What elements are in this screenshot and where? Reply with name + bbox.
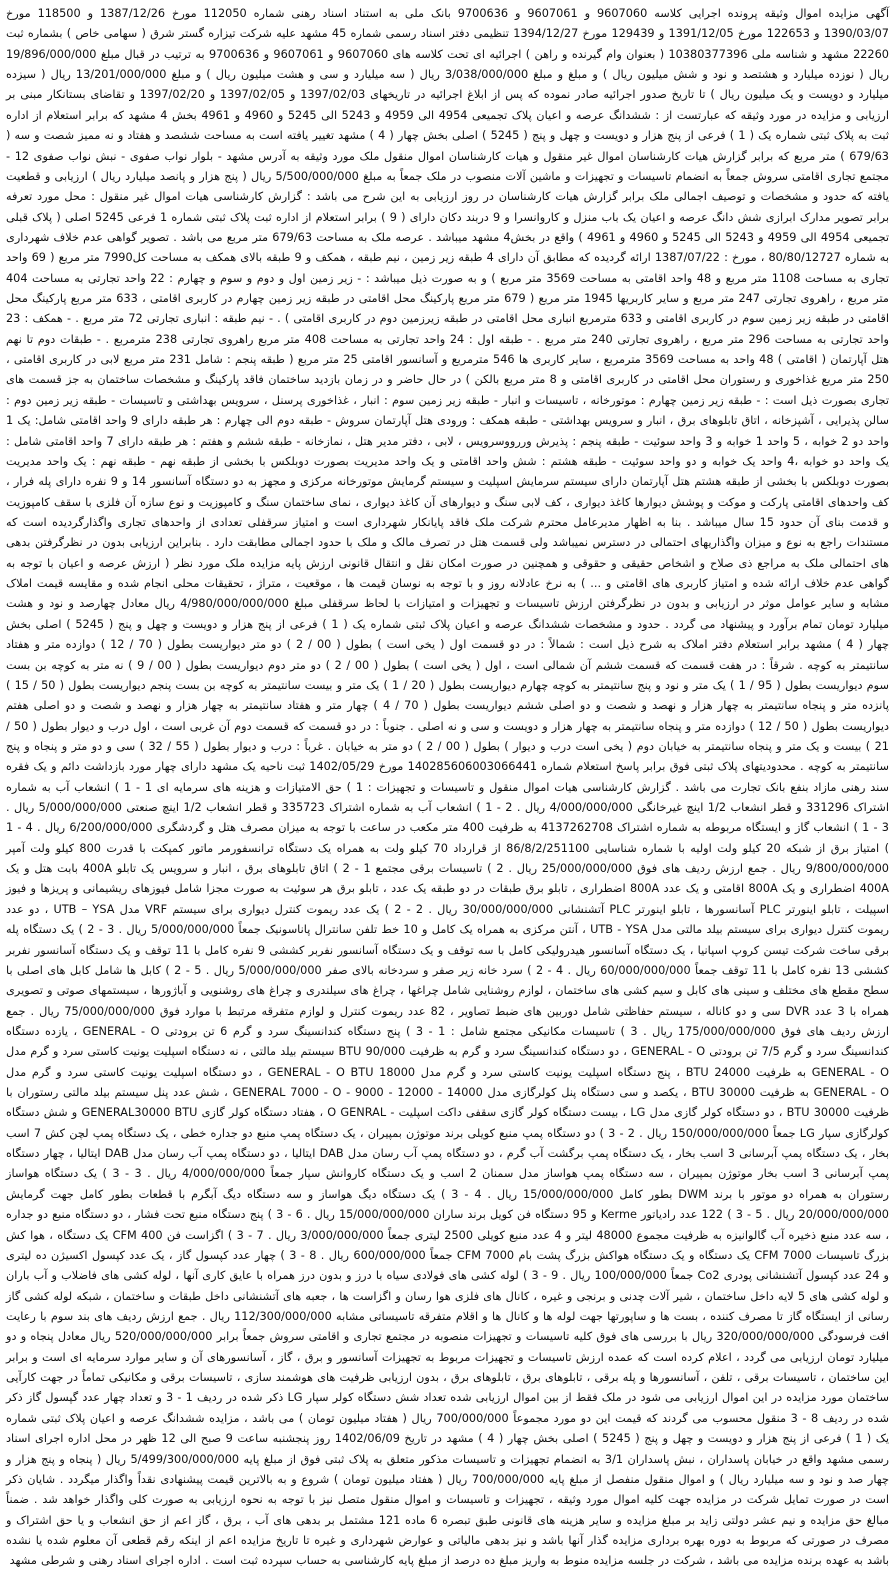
auction-notice-text: آگهی مزایده اموال وثیقه پرونده اجرایی کلاسه 9607060 و 9607061 و 9700636 بانک ملی به استناد اسناد رهنی شماره 112050 مورخ 1387/12/26 و 118500 مورخ 1390/03/07 و 122653 مورخ 1391/12/05 و 129439 مورخ 1394/12/27 تنظیمی دفتر اسناد رسمی شماره 45 مشهد علیه شرکت تیزاره گستر شرق ( سهامی خاص ) بشماره ثبت 22260 مشهد و شناسه ملی 10380377396 ( بعنوان وام گیرنده و راهن ) اجرائیه ای تحت کلاسه های 9607060 و 9607061 و 9700636 به ترتیب در قبال مبلغ 19/896/000/000 ریال ( نوزده میلیارد و هشتصد و نود و شش میلیون ریال ) و مبلغ و مبلغ 3/038/000/000 ریال ( سه میلیارد و سی و هشت میلیون ریال ) و مبلغ 13/201/000/000 ریال ( سیزده میلیارد و دویست و یک میلیون ریال ) تا تاریخ صدور اجرائیه صادر نموده که پس از ابلاغ اجرائیه در تاریخهای 1397/02/03 و 1397/02/05 و 1397/02/20 و تقاضای بستانکار مبنی بر ارزیابی و مزایده در مورد وثیقه که عبارتست از : ششدانگ عرصه و اعیان پلاک تجمیعی 4954 الی 4959 و 5243 الی 5245 و 4960 و 4961 بخش 4 مشهد که برابر استعلام از اداره ثبت به پلاک ثبتی شماره یک ( 1 ) فرعی از پنج هزار و دویست و چهل و پنج ( 5245 ) اصلی بخش چهار ( 4 ) مشهد تغییر یافته است به مساحت ششصد و هفتاد و نه ممیز شصت و سه ( 679/63 ) متر مربع که برابر گزارش هیات کارشناسان اموال غیر منقول و هیات کارشناسان اموال منقول ملک مورد وثیقه به آدرس مشهد - بلوار نواب صفوی - نبش نواب صفوی 12 - مجتمع تجاری اقامتی سروش جمعاً به انضمام تاسیسات و تجهیزات و ماشین آلات منصوب در ملک جمعاً به مبلغ 5/500/000/000 ریال ( پنج هزار و پانصد میلیارد ریال ) ارزیابی و قطعیت یافته که حدود و مشخصات و توصیف اجمالی ملک برابر گزارش هیات کارشناسان در روز ارزیابی به این شرح می باشد : گزارش کارشناسی هیات اموال غیر منقول : محل مورد تعرفه برابر تصویر مدارک ابرازی شش دانگ عرصه و اعیان یک باب منزل و کاروانسرا و 9 دربند دکان دارای ( 9 ) برابر استعلام از اداره ثبت پلاک ثبتی شماره 1 فرعی 5245 اصلی ( پلاک قبلی تجمیعی 4954 الی 4959 و 5243 الی 5245 و 4960 و 4961 ) واقع در بخش4 مشهد میباشد . عرصه ملک به مساحت 679/63 متر مربع می باشد . تصویر گواهی عدم خلاف شهرداری به شماره 80/80/12727 ، مورخ : 1387/07/22 ارائه گردیده که مطابق آن دارای 4 طبقه زیر زمین ، نیم طبقه ، همکف و 9 طبقه بالای همکف به مساحت کل7990 متر مربع ( 69 واحد تجاری به مساحت 1108 متر مربع و 48 واحد اقامتی به مساحت 3569 متر مربع ) و به صورت ذیل میباشد : - زیر زمین اول و دوم و سوم و چهارم : 22 واحد تجارتی به مساحت 404 متر مربع ، راهروی تجارتی 247 متر مربع و سایر کاربریها 1945 متر مربع ( 679 متر مربع پارکینگ محل اقامتی در طبقه زیر زمین چهارم در کاربری اقامتی ، 633 متر مربع پارکینگ محل اقامتی در طبقه زیر زمین سوم در کاربری اقامتی و 633 مترمربع انباری محل اقامتی در طبقه زیرزمین دوم در کاربری اقامتی ) . - نیم طبقه : انباری تجارتی 72 متر مربع . - همکف : 23 واحد تجارتی به مساحت 296 متر مربع ، راهروی تجارتی 240 متر مربع . - طبقه اول : 24 واحد تجارتی به مساحت 408 متر مربع راهروی تجارتی 238 مترمربع . - طبقات دوم تا نهم هتل آپارتمان ( اقامتی ) 48 واحد به مساحت 3569 مترمربع ، سایر کاربری ها 546 مترمربع و آسانسور اقامتی 25 متر مربع ( طبقه پنجم : شامل 231 متر مربع لابی در کاربری اقامتی ، 250 متر مربع غذاخوری و رستوران محل اقامتی در کاربری اقامتی و 8 متر مربع بالکن ) در حال حاضر و در زمان بازدید ساختمان فاقد پارکینگ و مشخصات ساختمان به جز قسمت های تجاری بصورت ذیل است : - طبقه زیر زمین چهارم : موتورخانه ، تاسیسات و انبار - طبقه زیر زمین سوم : انبار ، غذاخوری پرسنل ، سرویس بهداشتی و تاسیسات - طبقه زیر زمین دوم : سالن پذیرایی ، آشپزخانه ، اتاق تابلوهای برق ، انبار و سرویس بهداشتی - طبقه همکف : ورودی هتل آپارتمان سروش - طبقه دوم الی چهارم : هر طبقه دارای 9 واحد اقامتی شامل: یک 1 واحد دو 2 خوابه ، 5 واحد 1 خوابه و 3 واحد سوئیت - طبقه پنجم : پذیرش وررووسرویس ، لابی ، دفتر مدیر هتل ، نمازخانه - طبقه ششم و هفتم : هر طبقه دارای 7 واحد اقامتی شامل : یک واحد دو خوابه ،4 واحد یک خوابه و دو واحد سوئیت - طبقه هشتم : شش واحد اقامتی و یک واحد مدیریت بصورت دوبلکس با بخشی از طبقه نهم - طبقه نهم : یک واحد مدیریت بصورت دوبلکس با بخشی از طبقه هشتم هتل آپارتمان دارای سیستم سرمایش اسپلیت و سیستم گرمایش موتورخانه مرکزی و مجهز به دو دستگاه آسانسور 14 و 9 نفره دارای پله فرار ، کف واحدهای اقامتی پارکت و موکت و پوشش دیوارها کاغذ دیواری ، کف لابی سنگ و دیوارهای آن کاغذ دیواری ، نمای ساختمان سنگ و کامپوزیت و نوع سازه آن فلزی با سقف کامپوزیت و قدمت بنای آن حدود 15 سال میباشد . بنا به اظهار مدیرعامل محترم شرکت ملک فاقد پایانکار شهرداری است و امتیاز سرقفلی تعدادی از واحدهای تجاری واگذارگردیده است که مستندات راجع به نوع و میزان واگذاریهای احتمالی در دسترس نمیباشد ولی قسمت هتل در تصرف مالک و ملک با حدود اجمالی مطابقت دارد . بنابراین ارزیابی بدون در نظرگرفتن بدهی های احتمالی ملک به مراجع ذی صلاح و اشخاص حقیقی و حقوقی و همچنین در صورت امکان نقل و انتقال قانونی ارزش پایه مزایده ملک مورد نظر ( ارزش عرصه و اعیان با توجه به گواهی عدم خلاف ارائه شده و امتیاز کاربری های اقامتی و ... ) به نرخ عادلانه روز و با توجه به نوسان قیمت ها ، موقعیت ، متراژ ، تحقیقات محلی انجام شده و مقایسه قیمت املاک مشابه و سایر عوامل موثر در ارزیابی و بدون در نظرگرفتن ارزش تاسیسات و تجهیزات و امتیازات با لحاظ سرقفلی مبلغ 4/980/000/000/000 ریال معادل چهارصد و نود و هشت میلیارد تومان تمام برآورد و پیشنهاد می گردد . حدود و مشخصات ششدانگ عرصه و اعیان پلاک ثبتی شماره یک ( 1 ) فرعی از پنج هزار و دویست و چهل و پنج ( 5245 ) اصلی بخش چهار ( 4 ) مشهد برابر استعلام دفتر املاک به شرح ذیل است : شمالاً : در دو قسمت اول ( یخی است ) بطول ( 00 / 2 ) دو متر دیواریست بطول ( 70 / 12 ) دوازده متر و هفتاد سانتیمتر به کوچه . شرقاً : در هفت قسمت که قسمت ششم آن شمالی است ، اول ( یخی است ) بطول ( 00 / 2 ) دو متر دوم دیواریست بطول ( 00 / 9 ) نه متر به کوچه بن بست سوم دیواریست بطول ( 95 / 1 ) یک متر و نود و پنج سانتیمتر به کوچه چهارم دیواریست بطول ( 20 / 1 ) یک متر و بیست سانتیمتر به کوچه بن بست پنجم دیواریست بطول ( 50 / 15 ) پانزده متر و پنجاه سانتیمتر به چهار هزار و نهصد و شصت و دو اصلی ششم دیواریست بطول ( 70 / 4 ) چهار متر و هفتاد سانتیمتر به چهار هزار و نهصد و شصت و دو اصلی هفتم دیواریست بطول ( 50 / 12 ) دوازده متر و پنجاه سانتیمتر به چهار هزار و دویست و سی و نه اصلی . جنوباً : در دو قسمت که قسمت دوم آن غربی است ، اول درب و دیوار بطول ( 50 / 21 ) بیست و یک متر و پنجاه سانتیمتر به خیابان دوم ( یخی است درب و دیوار ) بطول ( 00 / 2 ) دو متر به خیابان . غرباً : درب و دیوار بطول ( 55 / 32 ) سی و دو متر و پنجاه و پنج سانتیمتر به کوچه . محدودیتهای پلاک ثبتی فوق برابر پاسخ استعلام شماره 140285606003066441 مورخ 1402/05/29 ثبت ناحیه یک مشهد دارای چهار مورد بازداشت دائم و یک فقره سند رهنی مازاد بنفع بانک تجارت می باشد . گزارش کارشناسی هیات اموال منقول و تاسیسات و تجهیزات : 1 ) حق الامتیازات و هزینه های سرمایه ای 1 - 1 ) انشعاب آب به شماره اشتراک 331296 و قطر انشعاب 1/2 اینچ غیرخانگی 4/000/000/000 ریال . 2 - 1 ) انشعاب آب به شماره اشتراک 335723 و قطر انشعاب 1/2 اینچ صنعتی 5/000/000/000 ریال . 3 - 1 ) انشعاب گاز و ایستگاه مربوطه به شماره اشتراک 4137262708 به ظرفیت 400 متر مکعب در ساعت با توجه به میزان مصرف هتل و گردشگری 6/200/000/000 ریال . 4 - 1 ) امتیاز برق از شبکه 20 کیلو ولت اولیه با شماره شناسایی 86/8/2/251100 از قرارداد 70 کیلو ولت به همراه یک دستگاه ترانسفورمر ماتور کمپکت با قدرت 800 کیلو ولت آمپر 9/800/000/000 ریال . جمع ارزش ردیف های فوق 25/000/000/000 ریال . 2 ) تاسیسات برقی مجتمع 1 - 2 ) اتاق تابلوهای برق ، انبار و سرویس یک تابلو 400A بابت هتل و یک 400A اضطراری و یک 800A اقامتی و یک عدد 800A اضطراری ، تابلو برق طبقات در دو طبقه یک عدد ، تابلو برق هر سوئیت به صورت مجزا شامل فیوزهای ریشیمانی و پریزها و فیوز اسپیلت ، تابلو اینورتر PLC آسانسورها ، تابلو اینورتر PLC آتشنشانی 30/000/000/000 ریال . 2 - 2 ) یک عدد ریموت کنترل دیواری برای سیستم VRF مدل UTB – YSA ، دو عدد ریموت کنترل دیواری برای سیستم بیلد مالتی مدل UTB - YSA ، آنتن مرکزی به همراه یک کامل و 10 خط تلفن سانترال پاناسونیک جمعاً 5/000/000/000 ریال . 3 - 2 ) یک دستگاه پله برقی ساخت شرکت تیسن کروپ اسپانیا ، یک دستگاه آسانسور هیدرولیکی کامل با سه توقف و یک دستگاه آسانسور نفربر کششی 9 نفره کامل با 11 توقف و یک دستگاه آسانسور نفربر کششی 13 نفره کامل با 11 توقف جمعاً 60/000/000/000 ریال . 4 - 2 ) سرد خانه زیر صفر و سردخانه بالای صفر 5/000/000/000 ریال . 5 - 2 ) کابل ها شامل کابل های اصلی با سطح مقطع های مختلف و سینی های کابل و سیم کشی های ساختمان ، لوازم روشنایی شامل چراغها ، چراغ های سیلندری و چراغ های روشنویی و آباژورها ، سیستمهای صوتی و تصویری همراه با 3 عدد DVR سی و دو کاناله ، سیستم حفاظتی شامل دوربین های ضبط تصاویر ، 82 عدد ریموت کنترل و لوازم متفرقه مرتبط با موارد فوق 75/000/000/000 ریال . جمع ارزش ردیف های فوق 175/000/000/000 ریال . 3 ) تاسیسات مکانیکی مجتمع شامل : 1 - 3 ) پنج دستگاه کندانسینگ سرد و گرم 6 تن برودتی GENERAL - O ، یازده دستگاه کندانسینگ سرد و گرم 7/5 تن برودتی GENERAL - O ، دو دستگاه کندانسینگ سرد و گرم به ظرفیت 90/000 BTU سیستم بیلد مالتی ، نه دستگاه اسپلیت یونیت کاستی سرد و گرم مدل GENERAL - O به ظرفیت 24000 BTU ، پنج دستگاه اسپلیت یونیت کاستی سرد و گرم مدل GENERAL - O BTU 18000 ، دو دستگاه اسپلیت یونیت کاستی سرد و گرم مدل GENERAL - O به ظرفیت 30000 BTU ، یکصد و سی دستگاه پنل کولرگازی مدل 14000 - 12000 - 9000 - GENERAL 7000 - O ، شش عدد پنل سیستم بیلد مالتی رستوران با ظرفیت BTU 30000 ، دو دستگاه کولر گازی مدل LG ، بیست دستگاه کولر گازی سقفی داکت اسپلیت - O GENRAL ، هفتاد دستگاه کولر گازی GENERAL30000 BTU و شش دستگاه کولرگازی سپار LG جمعاً 150/000/000/000 ریال . 2 - 3 ) دو دستگاه پمپ منبع کویلی برند موتوژن بمپیران ، یک دستگاه پمپ منبع دو جداره خطی ، یک دستگاه پمپ لچن کش 7 اسب بخار ، یک دستگاه پمپ آبرسانی 3 اسب بخار ، یک دستگاه پمپ برگشت آب گرم ، دو دستگاه پمپ آب رسان مدل DAB ایتالیا ، دو دستگاه پمپ آب رسان مدل DAB ایتالیا ، چهار دستگاه پمپ آبرسانی 3 اسب بخار موتوژن بمپیران ، سه دستگاه پمپ هواساز مدل سمنان 2 اسب و یک دستگاه کاروانش سپار جمعاً 4/000/000/000 ریال . 3 - 3 ) یک دستگاه هواساز رستوران به همراه دو موتور با برند DWM بطور کامل 15/000/000/000 ریال . 4 - 3 ) یک دستگاه دیگ هواساز و سه دستگاه دیگ آبگرم با قطعات بطور کامل جهت گرمایش 20/000/000/000 ریال . 5 - 3 ) 122 عدد رادیاتور Kerme و 95 دستگاه فن کویل برند ساران 15/000/000/000 ریال . 6 - 3 ) پنج دستگاه منبع تحت فشار ، دو دستگاه منبع دو جداره ، سه عدد منبع ذخیره آب گالوانیزه به ظرفیت مجموع 48000 لیتر و 4 عدد منبع کویلی 2500 لیتری جمعاً 3/000/000/000 ریال . 7 - 3 ) اگزاست فن 400 CFM یک دستگاه ، هوا کش بزرگ تاسیسات 7000 CFM یک دستگاه و یک دستگاه هواکش بزرگ پشت بام 7000 CFM جمعاً 600/000/000 ریال . 8 - 3 ) چهار عدد کپسول گاز ، یک عدد کپسول اکسیژن ده لیتری و 24 عدد کپسول آتشنشانی پودری Co2 جمعاً 100/000/000 ریال . 9 - 3 ) لوله کشی های فولادی سیاه با درز و بدون درز همراه با عایق کاری آنها ، لوله کشی های فاضلاب و آب باران و لوله کشی های 5 لایه داخل ساختمان ، شیر آلات چدنی و برنجی و غیره ، کانال های فلزی هوا رسان و اگزاست ها ، جعبه های آتشنشانی داخل طبقات و ساختمان ، شبکه لوله کشی گاز رسانی از ایستگاه گاز تا مصرف کننده ، بست ها و ساپورتها جهت لوله ها و کانال ها و اقلام متفرقه تاسیساتی مشابه 112/300/000/000 ریال . جمع ارزش ردیف های بند سوم با رعایت افت فرسودگی 320/000/000/000 ریال با بررسی های فوق کلیه تاسیسات و تجهیزات منصوبه در مجتمع تجاری و اقامتی سروش جمعاً برابر 520/000/000/000 ریال معادل پنجاه و دو میلیارد تومان ارزیابی می گردد ، اعلام کرده است که عمده ارزش تاسیسات و تجهیزات مربوط به تجهیزات آسانسور و برق ، گاز ، آسانسورهای آن و سایر موارد سرمایه ای است و برابر این ساختمان ، تاسیسات برقی ، تلفن ، آسانسورها و پله برقی ، تابلوهای برق ، تابلوهای برق ، بدون ارزیابی ظرفیت های هوشمند سازی ، تاسیسات برقی و مکانیکی تماماً در جهت کارآیی ساختمان مورد مزایده در این اموال ارزیابی می شود در ملک فقط از بین اموال ارزیابی شده تعداد شش دستگاه کولر سپار LG ذکر شده در ردیف 1 - 3 و تعداد چهار عدد گپسول گاز ذکر شده در ردیف 8 - 3 منقول محسوب می گردند که قیمت این دو مورد مجموعاً 700/000/000 ریال ( هفتاد میلیون تومان ) می باشد ، مزایده ششدانگ عرصه و اعیان پلاک ثبتی شماره یک ( 1 ) فرعی از پنج هزار و دویست و چهل و پنج ( 5245 ) اصلی بخش چهار ( 4 ) مشهد در تاریخ 1402/06/09 روز پنجشنبه ساعت 9 صبح الی 12 ظهر در محل اداره اجرای اسناد رسمی مشهد واقع در خیابان پاسداران ، نبش پاسداران 3/1 به انضمام تجهیزات و تاسیسات مذکور متعلق به پلاک ثبتی فوق از مبلغ پایه 5/499/300/000/000 ریال ( پنجاه و پنج هزار و چهار صد و نود و سه میلیارد ریال ) و اموال منقول منفصل از مبلغ پایه 700/000/000 ریال ( هفتاد میلیون تومان ) شروع و به بالاترین قیمت پیشنهادی نقداً واگذار میگردد . شایان ذکر است در صورت تمایل شرکت در مزایده جهت کلیه اموال مورد وثیقه ، تجهیزات و تاسیسات و اموال منقول متصل نیز با توجه به نحوه ارزیابی به صورت کلی واگذار خواهد شد . ضمناً مبالغ حق مزایده و نیم عشر دولتی زاید بر مبلغ مزایده و سایر هزینه های قانونی طبق تبصره 6 ماده 121 مشتمل بر بدهی های آب ، برق ، گاز اعم از حق انشعاب و یا حق اشتراک و مصرف در صورتی که مربوط به دوره بهره برداری مزایده گذار آنها باشد و نیز بدهی مالیاتی و عوارض شهرداری و غیره تا تاریخ مزایده اعم از اینکه رقم قطعی آن معلوم شده یا نشده باشد به عهده برنده مزایده می باشد ، شرکت در جلسه مزایده منوط به واریز مبلغ ده درصد از مبلغ پایه کارشناسی به حساب سپرده ثبت است . اداره اجرای اسناد رهنی و شرطی مشهد xyxy=(6,7,890,1568)
